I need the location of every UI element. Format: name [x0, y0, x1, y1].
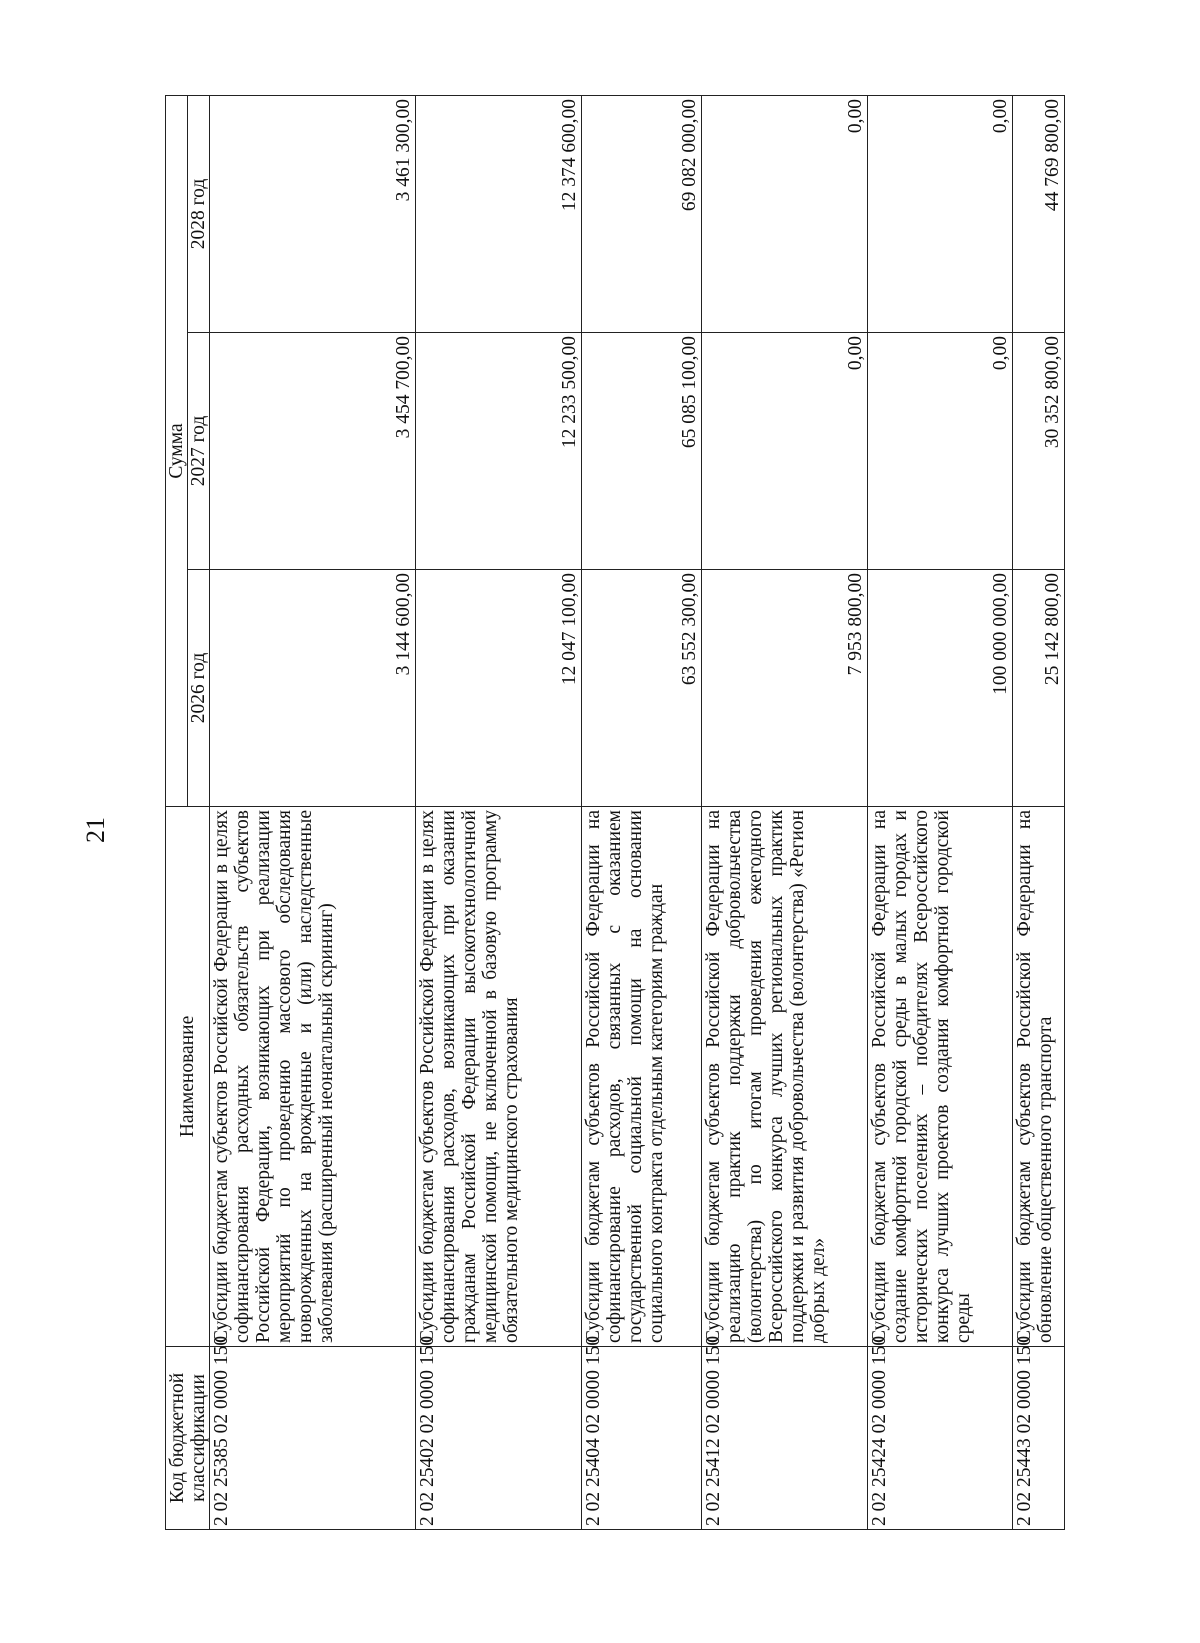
- row-amount-2027: 0,00: [867, 333, 1013, 570]
- header-year-2026: 2026 год: [188, 570, 210, 807]
- row-amount-2028: 69 082 000,00: [582, 95, 702, 332]
- row-code: 2 02 25404 02 0000 150: [582, 1347, 702, 1530]
- row-name: Субсидии бюджетам субъектов Российской Федерации на обновление общественного транспорта: [1013, 807, 1065, 1347]
- rotated-page-content: [165, 95, 1065, 1530]
- table-row: [867, 95, 1013, 1529]
- row-amount-2027: 65 085 100,00: [582, 333, 702, 570]
- row-name: Субсидии бюджетам субъектов Российской Федерации на софинансирование расходов, связанных с оказанием государственной социальной помощи на основании социального контракта отдельным категориям граждан: [582, 807, 702, 1347]
- row-amount-2028: 0,00: [701, 95, 867, 332]
- table-header-row: [166, 95, 188, 1529]
- row-amount-2027: 30 352 800,00: [1013, 333, 1065, 570]
- page-number: 21: [81, 817, 110, 843]
- row-amount-2026: 3 144 600,00: [210, 570, 416, 807]
- row-code: 2 02 25385 02 0000 150: [210, 1347, 416, 1530]
- row-amount-2026: 25 142 800,00: [1013, 570, 1065, 807]
- table-row: [416, 95, 582, 1529]
- row-amount-2028: 12 374 600,00: [416, 95, 582, 332]
- row-amount-2027: 3 454 700,00: [210, 333, 416, 570]
- row-code: 2 02 25412 02 0000 150: [701, 1347, 867, 1530]
- row-code: 2 02 25424 02 0000 150: [867, 1347, 1013, 1530]
- row-name: Субсидии бюджетам субъектов Российской Федерации в целях софинансирования расходов, возникающих при оказании гражданам Российской Федерации высокотехнологичной медицинской помощи, не включенной в базовую программу обязательного медицинского страхования: [416, 807, 582, 1347]
- header-code: Код бюджетной классификации: [166, 1347, 210, 1530]
- row-name: Субсидии бюджетам субъектов Российской Федерации в целях софинансирования расходных обязательств субъектов Российской Федерации, возникающих при реализации мероприятий по проведению массового обследования новорожденных на врожденные и (или) наследственные заболевания (расширенный неонатальный скрининг): [210, 807, 416, 1347]
- row-amount-2026: 63 552 300,00: [582, 570, 702, 807]
- table-row: [701, 95, 867, 1529]
- table-row: [210, 95, 416, 1529]
- row-name: Субсидии бюджетам субъектов Российской Федерации на создание комфортной городской среды в малых городах и исторических поселениях – победителях Всероссийского конкурса лучших проектов создания комфортной городской среды: [867, 807, 1013, 1347]
- row-amount-2027: 12 233 500,00: [416, 333, 582, 570]
- table-row: [1013, 95, 1065, 1529]
- row-amount-2027: 0,00: [701, 333, 867, 570]
- table-row: [582, 95, 702, 1529]
- row-amount-2028: 3 461 300,00: [210, 95, 416, 332]
- header-year-2027: 2027 год: [188, 333, 210, 570]
- row-name: Субсидии бюджетам субъектов Российской Федерации на реализацию практик поддержки добровольчества (волонтерства) по итогам проведения ежегодного Всероссийского конкурса лучших региональных практик поддержки и развития добровольчества (волонтерства) «Регион добрых дел»: [701, 807, 867, 1347]
- budget-table: [165, 95, 1065, 1530]
- row-amount-2028: 0,00: [867, 95, 1013, 332]
- header-sum: Сумма: [166, 95, 188, 806]
- row-code: 2 02 25402 02 0000 150: [416, 1347, 582, 1530]
- row-amount-2026: 100 000 000,00: [867, 570, 1013, 807]
- row-amount-2026: 7 953 800,00: [701, 570, 867, 807]
- row-amount-2028: 44 769 800,00: [1013, 95, 1065, 332]
- header-year-2028: 2028 год: [188, 95, 210, 332]
- row-amount-2026: 12 047 100,00: [416, 570, 582, 807]
- row-code: 2 02 25443 02 0000 150: [1013, 1347, 1065, 1530]
- header-name: Наименование: [166, 807, 210, 1347]
